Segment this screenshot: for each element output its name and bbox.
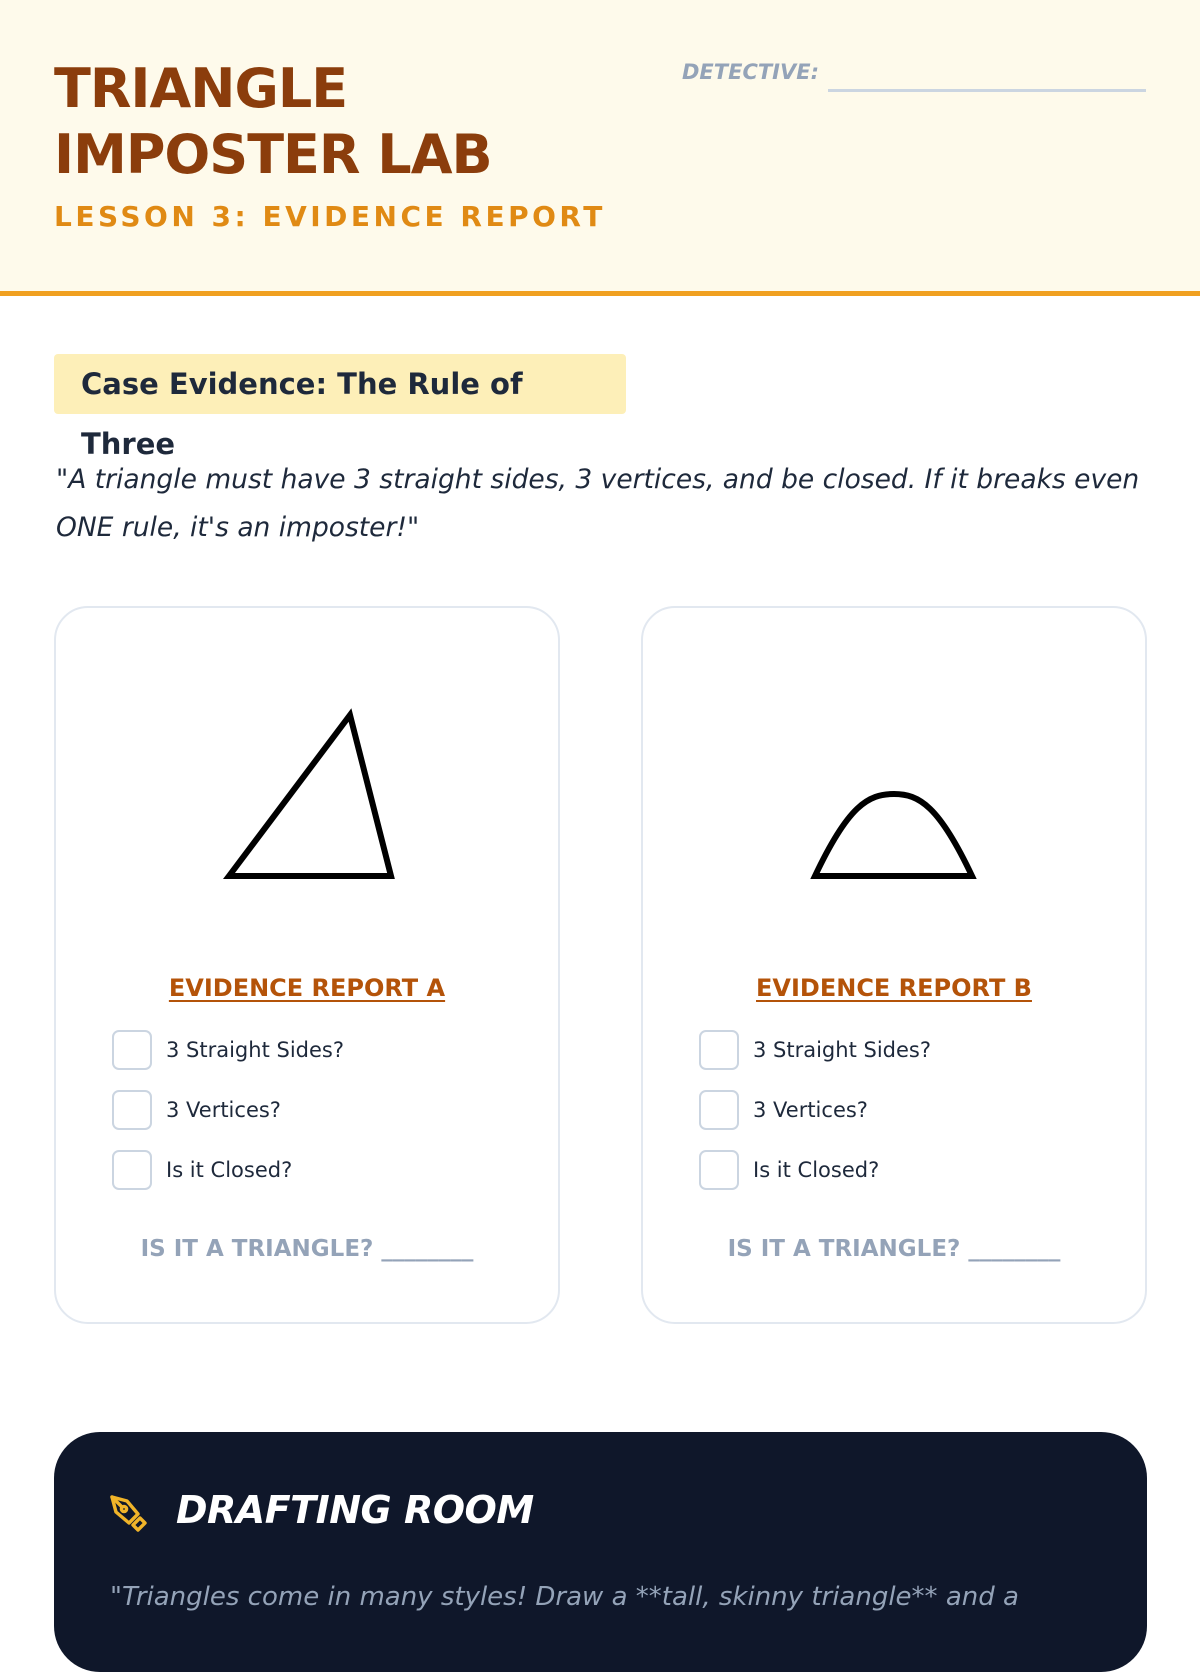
evidence-card-b xyxy=(641,606,1147,1324)
check-label: 3 Straight Sides? xyxy=(753,1038,931,1062)
detective-name-field[interactable] xyxy=(828,89,1146,92)
pen-nib-icon xyxy=(107,1492,149,1534)
lesson-subtitle: LESSON 3: EVIDENCE REPORT xyxy=(54,200,606,233)
check-row-vertices[interactable] xyxy=(112,1090,281,1130)
check-row-vertices[interactable] xyxy=(699,1090,868,1130)
rule-quote: "A triangle must have 3 straight sides, 3 vertices, and be closed. If it breaks even ONE rule, it's an imposter!" xyxy=(56,464,1140,543)
title-line-1: TRIANGLE xyxy=(54,57,348,120)
evidence-report-title: EVIDENCE REPORT B xyxy=(756,974,1032,1002)
checkbox-sides[interactable] xyxy=(112,1030,152,1070)
drafting-room-panel xyxy=(54,1432,1147,1672)
verdict-prompt[interactable]: IS IT A TRIANGLE? ________ xyxy=(727,1236,1061,1262)
detective-label: DETECTIVE: xyxy=(682,60,819,84)
verdict-prompt[interactable]: IS IT A TRIANGLE? ________ xyxy=(140,1236,474,1262)
triangle-icon xyxy=(56,608,562,968)
check-label: 3 Vertices? xyxy=(753,1098,868,1122)
case-evidence-heading: Case Evidence: The Rule of Three xyxy=(54,354,626,414)
check-label: Is it Closed? xyxy=(166,1158,293,1182)
check-row-closed[interactable] xyxy=(699,1150,879,1190)
evidence-card-a xyxy=(54,606,560,1324)
title-line-2: IMPOSTER LAB xyxy=(54,123,492,186)
checkbox-vertices[interactable] xyxy=(112,1090,152,1130)
checkbox-closed[interactable] xyxy=(699,1150,739,1190)
checkbox-closed[interactable] xyxy=(112,1150,152,1190)
page-title xyxy=(54,56,614,188)
drafting-room-title: DRAFTING ROOM xyxy=(176,1488,534,1532)
evidence-report-title: EVIDENCE REPORT A xyxy=(168,974,446,1002)
check-label: 3 Straight Sides? xyxy=(166,1038,344,1062)
checkbox-sides[interactable] xyxy=(699,1030,739,1070)
arch-icon xyxy=(643,608,1149,968)
check-label: Is it Closed? xyxy=(753,1158,880,1182)
page-header xyxy=(0,0,1200,296)
drafting-instructions: "Triangles come in many styles! Draw a **tall, skinny triangle** and a xyxy=(110,1582,1019,1612)
check-row-closed[interactable] xyxy=(112,1150,292,1190)
check-row-sides[interactable] xyxy=(112,1030,344,1070)
checkbox-vertices[interactable] xyxy=(699,1090,739,1130)
check-row-sides[interactable] xyxy=(699,1030,931,1070)
check-label: 3 Vertices? xyxy=(166,1098,281,1122)
